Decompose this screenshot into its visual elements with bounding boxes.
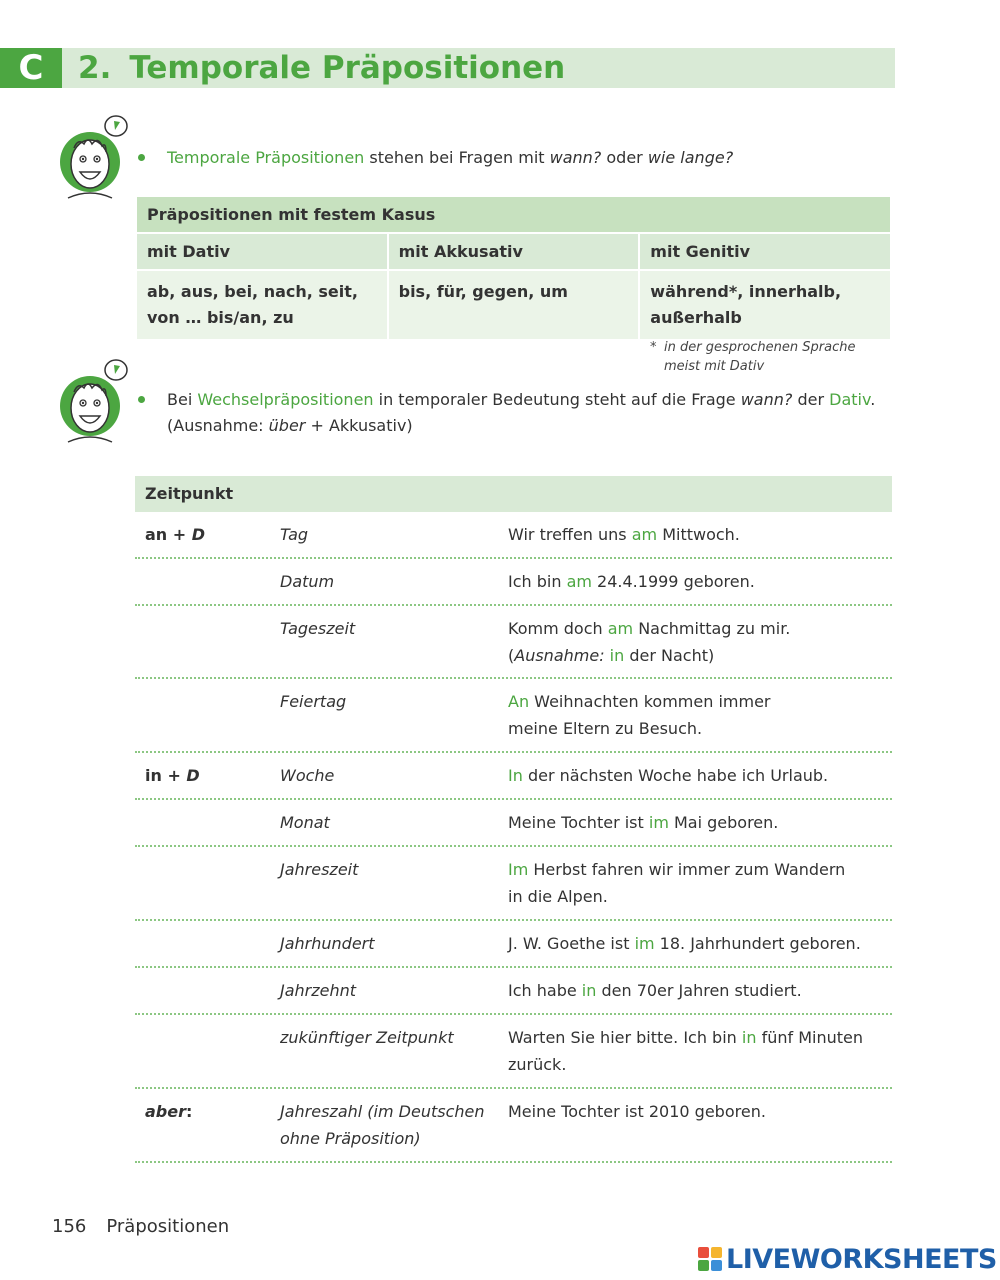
example-sentence: Komm doch am Nachmittag zu mir. (Ausnahme: in der Nacht) [508, 619, 791, 665]
footnote-star: * [650, 340, 657, 355]
preposition-label: an + D [145, 525, 206, 544]
footnote [650, 338, 864, 376]
note-wann-wie-lange [167, 145, 733, 171]
question-word: wie lange? [647, 148, 734, 167]
cell-line: ab, aus, bei, nach, seit, [147, 282, 358, 301]
mascot-icon [58, 356, 130, 446]
bullet-icon [138, 396, 145, 403]
category-label: Monat [280, 813, 330, 832]
note-text: oder [601, 148, 648, 167]
table-row [135, 512, 892, 559]
example-sentence: Ich bin am 24.4.1999 geboren. [508, 572, 755, 591]
table-row [135, 753, 892, 800]
cell-line: bis, für, gegen, um [398, 282, 568, 301]
footnote-line: meist mit Dativ [664, 359, 765, 374]
example-sentence: Meine Tochter ist 2010 geboren. [508, 1102, 766, 1121]
note-text: stehen bei Fragen mit [364, 148, 550, 167]
example-sentence: Im Herbst fahren wir immer zum Wandern in die Alpen. [508, 860, 846, 906]
kasus-table [135, 195, 892, 341]
note-text: (Ausnahme: [167, 416, 269, 435]
note-wechselpraepositionen [167, 387, 897, 439]
note-text: + Akkusativ) [305, 416, 413, 435]
highlight-term: Dativ [829, 390, 871, 409]
cell-akkusativ [388, 270, 640, 340]
footer-section: Präpositionen [106, 1216, 230, 1237]
mascot-icon [58, 112, 130, 202]
note-text: der [792, 390, 830, 409]
example-sentence: Meine Tochter ist im Mai geboren. [508, 813, 779, 832]
chapter-letter: C [0, 48, 62, 88]
category-label: zukünftiger Zeitpunkt [280, 1028, 454, 1047]
column-header-dativ: mit Dativ [136, 233, 388, 270]
chapter-header [0, 48, 895, 88]
category-label: Jahreszeit [280, 860, 359, 879]
example-sentence: Warten Sie hier bitte. Ich bin in fünf Minuten zurück. [508, 1028, 863, 1074]
table-row [135, 559, 892, 606]
section-title: Temporale Präpositionen [129, 50, 566, 86]
table-row [135, 1015, 892, 1089]
category-label: Tag [280, 525, 309, 544]
logo-text: LIVEWORKSHEETS [726, 1243, 997, 1275]
kasus-table-title: Präpositionen mit festem Kasus [136, 196, 891, 233]
cell-dativ [136, 270, 388, 340]
highlight-term: Temporale Präpositionen [167, 148, 365, 167]
category-label: Jahreszahl (im Deutschen ohne Präposition) [280, 1102, 485, 1148]
example-sentence: In der nächsten Woche habe ich Urlaub. [508, 766, 829, 785]
category-label: Woche [280, 766, 335, 785]
table-row [135, 968, 892, 1015]
note-text: . [870, 390, 876, 409]
preposition-label: aber: [145, 1102, 193, 1121]
table-row [135, 921, 892, 968]
note-italic: über [268, 416, 306, 435]
cell-genitiv [639, 270, 891, 340]
category-label: Datum [280, 572, 335, 591]
note-text: Bei [167, 390, 198, 409]
page-title [78, 48, 565, 88]
category-label: Jahrzehnt [280, 981, 357, 1000]
example-sentence: Wir treffen uns am Mittwoch. [508, 525, 740, 544]
category-label: Tageszeit [280, 619, 356, 638]
footnote-line: in der gesprochenen Sprache [664, 340, 856, 355]
preposition-label: in + D [145, 766, 200, 785]
question-word: wann? [549, 148, 602, 167]
column-header-genitiv: mit Genitiv [639, 233, 891, 270]
bullet-icon [138, 154, 145, 161]
table-row [135, 847, 892, 921]
category-label: Jahrhundert [280, 934, 375, 953]
table-row [135, 679, 892, 753]
example-sentence: An Weihnachten kommen immer meine Eltern zu Besuch. [508, 692, 771, 738]
section-number: 2. [78, 50, 112, 86]
question-word: wann? [740, 390, 793, 409]
column-header-akkusativ: mit Akkusativ [388, 233, 640, 270]
logo-mark-icon [698, 1247, 722, 1271]
page-number: 156 [52, 1216, 87, 1237]
page-footer [52, 1216, 229, 1237]
highlight-term: Wechselpräpositionen [197, 390, 374, 409]
liveworksheets-logo [698, 1243, 997, 1275]
example-sentence: Ich habe in den 70er Jahren studiert. [508, 981, 802, 1000]
category-label: Feiertag [280, 692, 347, 711]
cell-line: von … bis/an, zu [147, 308, 294, 327]
table-row [135, 606, 892, 679]
cell-line: während*, innerhalb, [650, 282, 842, 301]
note-text: in temporaler Bedeutung steht auf die Frage [373, 390, 741, 409]
table-row [135, 1089, 892, 1163]
zeitpunkt-table-title: Zeitpunkt [135, 476, 892, 512]
cell-line: außerhalb [650, 308, 742, 327]
example-sentence: J. W. Goethe ist im 18. Jahrhundert geboren. [508, 934, 861, 953]
table-row [135, 800, 892, 847]
